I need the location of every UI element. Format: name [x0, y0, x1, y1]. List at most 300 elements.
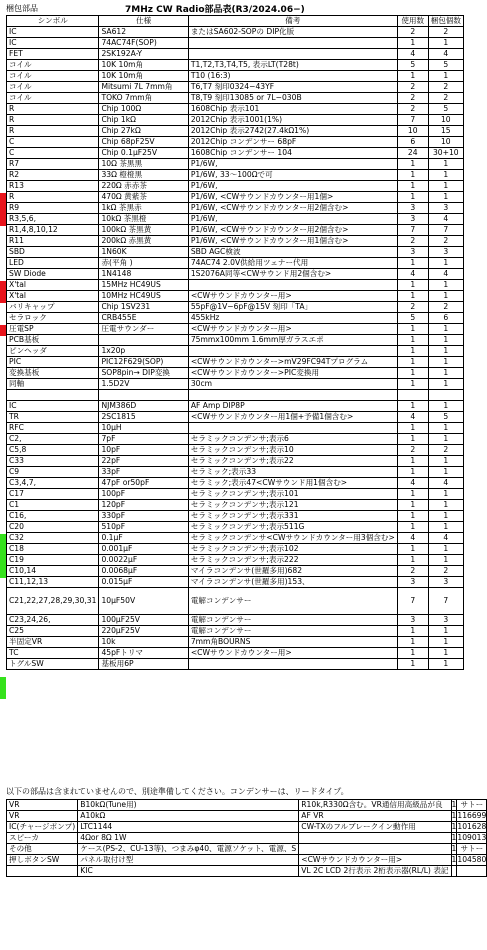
- cell-remarks: <CWサウンドカウンター用>: [188, 291, 397, 302]
- cell-qty-used: 1: [397, 324, 428, 335]
- cell-symbol: 同軸: [7, 379, 99, 390]
- cell-qty-used: 1: [397, 71, 428, 82]
- cell-qty-packed: 101628: [457, 822, 487, 832]
- cell-remarks: <CWサウンドカウンター用>: [299, 855, 451, 866]
- cell-remarks: P1/6W, 33〜100Ωで可: [188, 170, 397, 181]
- table-row: [7, 236, 464, 247]
- cell-symbol: C23,24,26,: [7, 615, 99, 626]
- cell-symbol: VR: [7, 800, 78, 811]
- cell-qty-packed: 5: [428, 104, 463, 115]
- table-row: [7, 533, 464, 544]
- cell-remarks: P1/6W,: [188, 181, 397, 192]
- cell-spec: B10kΩ(Tune用): [78, 800, 299, 811]
- cell-symbol: C17: [7, 489, 99, 500]
- package-parts-label: 梱包部品: [6, 4, 38, 13]
- cell-qty-used: 1: [397, 423, 428, 434]
- table-row: [7, 291, 464, 302]
- cell-qty-used: [397, 390, 428, 401]
- cell-qty-packed: 10: [428, 137, 463, 148]
- cell-remarks: 455kHz: [188, 313, 397, 324]
- cell-spec: 0.1μF: [99, 533, 188, 544]
- cell-spec: 33Ω 橙橙黒: [99, 170, 188, 181]
- table-row: [7, 800, 487, 811]
- cell-spec: 510pF: [99, 522, 188, 533]
- table-row: [7, 104, 464, 115]
- cell-spec: 10MHz HC49US: [99, 291, 188, 302]
- cell-spec: 45pFトリマ: [99, 648, 188, 659]
- cell-qty-packed: [428, 390, 463, 401]
- cell-remarks: 1608Chip コンデンサー 104: [188, 148, 397, 159]
- cell-symbol: SBD: [7, 247, 99, 258]
- cell-symbol: コイル: [7, 93, 99, 104]
- cell-remarks: AF Amp DIP8P: [188, 401, 397, 412]
- cell-qty-used: 10: [397, 126, 428, 137]
- cell-qty-used: 2: [397, 104, 428, 115]
- green-row-marker: [0, 534, 6, 578]
- cell-remarks: P1/6W,: [188, 159, 397, 170]
- cell-symbol: C11,12,13: [7, 577, 99, 588]
- cell-symbol: 変換基板: [7, 368, 99, 379]
- cell-qty-used: 1: [397, 489, 428, 500]
- cell-spec: 7pF: [99, 434, 188, 445]
- cell-qty-used: 4: [397, 412, 428, 423]
- cell-qty-used: 5: [397, 313, 428, 324]
- cell-remarks: 2012Chip 表示1001(1%): [188, 115, 397, 126]
- cell-qty-used: 1: [397, 181, 428, 192]
- cell-qty-packed: 1: [428, 467, 463, 478]
- cell-symbol: [7, 390, 99, 401]
- cell-remarks: <CWサウンドカウンター用>: [188, 324, 397, 335]
- cell-spec: 基板用6P: [99, 659, 188, 670]
- cell-qty-packed: 2: [428, 566, 463, 577]
- column-header-spec: 仕様: [99, 16, 188, 27]
- table-row: [7, 445, 464, 456]
- cell-qty-packed: 1: [428, 324, 463, 335]
- table-row: [7, 302, 464, 313]
- cell-qty-packed: 5: [428, 60, 463, 71]
- cell-qty-packed: 7: [428, 588, 463, 615]
- cell-symbol: C9: [7, 467, 99, 478]
- table-row: [7, 368, 464, 379]
- cell-spec: SOP8pin→ DIP変換: [99, 368, 188, 379]
- cell-remarks: 75mmx100mm 1.6mm厚ガラスエポ: [188, 335, 397, 346]
- cell-spec: Mitsumi 7L 7mm角: [99, 82, 188, 93]
- cell-qty-packed: 1: [428, 637, 463, 648]
- cell-qty-used: 1: [451, 811, 457, 821]
- cell-symbol: バリキャップ: [7, 302, 99, 313]
- cell-qty-packed: 1: [428, 500, 463, 511]
- column-header-qty-packed: 梱包個数: [428, 16, 463, 27]
- cell-qty-used: 1: [397, 544, 428, 555]
- cell-remarks: 55pF@1V−6pF@15V 刻印「TA」: [188, 302, 397, 313]
- cell-remarks: セラミックコンデンサ;表示102: [188, 544, 397, 555]
- cell-symbol: X'tal: [7, 280, 99, 291]
- cell-symbol: R9: [7, 203, 99, 214]
- cell-spec: パネル取付け型: [78, 855, 299, 866]
- cell-qty-packed: 3: [428, 247, 463, 258]
- cell-spec: 47pF or50pF: [99, 478, 188, 489]
- table-row: [7, 489, 464, 500]
- cell-symbol: IC: [7, 27, 99, 38]
- cell-qty-packed: 1: [428, 181, 463, 192]
- cell-remarks: 電解コンデンサー: [188, 615, 397, 626]
- table-row: [7, 390, 464, 401]
- cell-qty-used: 1: [397, 368, 428, 379]
- cell-spec: 10kΩ 茶黒橙: [99, 214, 188, 225]
- table-row: [7, 60, 464, 71]
- table-row: [7, 434, 464, 445]
- cell-spec: 1.5D2V: [99, 379, 188, 390]
- cell-spec: 2SK192A-Y: [99, 49, 188, 60]
- cell-symbol: C20: [7, 522, 99, 533]
- table-row: [7, 379, 464, 390]
- cell-qty-packed: 4: [428, 269, 463, 280]
- table-row: [7, 423, 464, 434]
- cell-symbol: FET: [7, 49, 99, 60]
- cell-symbol: R3,5,6,: [7, 214, 99, 225]
- column-header-remarks: 備考: [188, 16, 397, 27]
- cell-qty-used: 1: [397, 522, 428, 533]
- cell-symbol: C3,4,7,: [7, 478, 99, 489]
- table-row: [7, 626, 464, 637]
- column-header-symbol: シンボル: [7, 16, 99, 27]
- cell-symbol: コイル: [7, 60, 99, 71]
- cell-qty-used: 6: [397, 137, 428, 148]
- table-row: [7, 49, 464, 60]
- cell-qty-used: 1: [397, 346, 428, 357]
- cell-remarks: [188, 280, 397, 291]
- cell-qty-packed: 1: [428, 280, 463, 291]
- cell-spec: 10K 10m角: [99, 60, 188, 71]
- cell-symbol: スピーカ: [7, 833, 78, 844]
- cell-qty-packed: 10: [428, 115, 463, 126]
- cell-qty-packed: 1: [428, 555, 463, 566]
- cell-spec: Chip 100Ω: [99, 104, 188, 115]
- table-row: [7, 478, 464, 489]
- cell-remarks: マイラコンデンサ(世羅多用)682: [188, 566, 397, 577]
- cell-symbol: R: [7, 126, 99, 137]
- cell-qty-packed: 2: [428, 302, 463, 313]
- cell-remarks: <CWサウンドカウンター>mV29FC94Tプログラム: [188, 357, 397, 368]
- red-row-marker: [0, 193, 6, 226]
- cell-spec: 1x20p: [99, 346, 188, 357]
- cell-qty-packed: 1: [428, 434, 463, 445]
- cell-symbol: R7: [7, 159, 99, 170]
- cell-spec: 74AC74F(SOP): [99, 38, 188, 49]
- table-row: [7, 522, 464, 533]
- cell-qty-used: 1: [397, 434, 428, 445]
- cell-qty-used: 2: [397, 82, 428, 93]
- cell-remarks: [188, 423, 397, 434]
- cell-spec: 赤(平角 ): [99, 258, 188, 269]
- cell-spec: Chip 0.1μF25V: [99, 148, 188, 159]
- cell-remarks: T1,T2,T3,T4,T5, 表示LT(T28t): [188, 60, 397, 71]
- cell-qty-used: 1: [397, 456, 428, 467]
- cell-remarks: SBD AGC検波: [188, 247, 397, 258]
- cell-qty-used: 7: [397, 115, 428, 126]
- cell-symbol: C25: [7, 626, 99, 637]
- cell-qty-packed: 2: [428, 236, 463, 247]
- table-row: [7, 412, 464, 423]
- cell-remarks: セラミックコンデンサ;表示121: [188, 500, 397, 511]
- cell-qty-packed: 3: [428, 615, 463, 626]
- cell-remarks: 7mm角BOURNS: [188, 637, 397, 648]
- cell-qty-used: 1: [397, 335, 428, 346]
- cell-remarks: セラミック;表示33: [188, 467, 397, 478]
- cell-symbol: VR: [7, 811, 78, 822]
- table-row: [7, 346, 464, 357]
- cell-spec: 4Ωor 8Ω 1W: [78, 833, 299, 844]
- cell-qty-packed: 1: [428, 626, 463, 637]
- cell-qty-packed: 1: [428, 71, 463, 82]
- cell-qty-used: 2: [397, 445, 428, 456]
- cell-remarks: P1/6W,: [188, 214, 397, 225]
- cell-qty-used: 1: [397, 159, 428, 170]
- parts-table: [6, 15, 464, 670]
- cell-spec: [99, 390, 188, 401]
- cell-remarks: 1608Chip 表示101: [188, 104, 397, 115]
- table-row: [7, 313, 464, 324]
- cell-spec: SA612: [99, 27, 188, 38]
- cell-qty-used: 2: [397, 566, 428, 577]
- cell-remarks: 1S2076A同等<CWサウンド用2個含む>: [188, 269, 397, 280]
- cell-qty-used: 1: [397, 192, 428, 203]
- cell-remarks: T10 (16:3): [188, 71, 397, 82]
- table-row: [7, 659, 464, 670]
- extra-parts-table: [6, 799, 487, 877]
- cell-qty-packed: 1: [428, 192, 463, 203]
- cell-remarks: セラミックコンデンサ<CWサウンドカウンター用3個含む>: [188, 533, 397, 544]
- cell-spec: 10K 10m角: [99, 71, 188, 82]
- table-row: [7, 844, 487, 855]
- table-row: [7, 126, 464, 137]
- cell-spec: 10μH: [99, 423, 188, 434]
- table-row: [7, 467, 464, 478]
- cell-qty-packed: 1: [428, 489, 463, 500]
- cell-symbol: C18: [7, 544, 99, 555]
- cell-spec: 330pF: [99, 511, 188, 522]
- cell-qty-packed: サトー: [457, 800, 487, 811]
- cell-qty-used: 1: [397, 555, 428, 566]
- table-row: [7, 588, 464, 615]
- cell-qty-used: 1: [451, 833, 457, 843]
- cell-spec: 0.0022μF: [99, 555, 188, 566]
- cell-qty-packed: 2: [428, 93, 463, 104]
- cell-symbol: R13: [7, 181, 99, 192]
- cell-remarks: [299, 833, 451, 844]
- cell-symbol: C19: [7, 555, 99, 566]
- cell-qty-packed: 1: [428, 456, 463, 467]
- cell-remarks: セラミックコンデンサ;表示10: [188, 445, 397, 456]
- cell-qty-used: 1: [397, 467, 428, 478]
- cell-remarks: P1/6W, <CWサウンドカウンター用2個含む>: [188, 203, 397, 214]
- table-row: [7, 203, 464, 214]
- cell-spec: PIC12F629(SOP): [99, 357, 188, 368]
- cell-symbol: C16,: [7, 511, 99, 522]
- cell-qty-packed: 1: [428, 291, 463, 302]
- cell-symbol: IC: [7, 38, 99, 49]
- cell-spec: 200kΩ 赤黒黄: [99, 236, 188, 247]
- cell-symbol: PIC: [7, 357, 99, 368]
- cell-qty-used: 2: [397, 27, 428, 38]
- cell-qty-used: 3: [397, 615, 428, 626]
- cell-remarks: VL 2C LCD 2行表示 2桁表示器(RL/L) 表記: [299, 866, 451, 877]
- table-row: [7, 247, 464, 258]
- cell-remarks: <CWサウンドカウンター用1個+予備1個含む>: [188, 412, 397, 423]
- table-row: [7, 192, 464, 203]
- cell-spec: Chip 27kΩ: [99, 126, 188, 137]
- table-row: [7, 181, 464, 192]
- cell-qty-used: 1: [397, 258, 428, 269]
- cell-spec: 0.015μF: [99, 577, 188, 588]
- red-row-marker: [0, 325, 6, 336]
- cell-spec: 10pF: [99, 445, 188, 456]
- cell-qty-packed: 1: [428, 423, 463, 434]
- cell-remarks: マイラコンデンサ(世羅多用)153、: [188, 577, 397, 588]
- cell-spec: 15MHz HC49US: [99, 280, 188, 291]
- sheet-header: [0, 2, 464, 14]
- cell-qty-used: 1: [397, 626, 428, 637]
- cell-remarks: [188, 659, 397, 670]
- cell-spec: 1N4148: [99, 269, 188, 280]
- table-row: [7, 27, 464, 38]
- cell-remarks: 30cm: [188, 379, 397, 390]
- cell-qty-used: 4: [397, 533, 428, 544]
- cell-qty-packed: 15: [428, 126, 463, 137]
- cell-remarks: 電解コンデンサー: [188, 626, 397, 637]
- cell-qty-packed: 1: [428, 659, 463, 670]
- cell-qty-packed: 109013: [457, 833, 487, 843]
- table-row: [7, 577, 464, 588]
- cell-spec: KIC: [78, 866, 299, 877]
- cell-spec: ケース(PS-2、CU-13等)、つまみφ40、電源ソケット、電源、S: [78, 844, 299, 855]
- cell-qty-packed: 1: [428, 346, 463, 357]
- table-row: [7, 93, 464, 104]
- cell-qty-used: 1: [397, 357, 428, 368]
- cell-spec: 圧電サウンダー: [99, 324, 188, 335]
- cell-qty-packed: 4: [428, 533, 463, 544]
- column-header-row: [7, 16, 464, 27]
- cell-symbol: R2: [7, 170, 99, 181]
- cell-spec: Chip 1SV231: [99, 302, 188, 313]
- cell-qty-packed: 2: [428, 445, 463, 456]
- cell-symbol: その他: [7, 844, 78, 855]
- cell-qty-used: 3: [397, 214, 428, 225]
- cell-symbol: C32: [7, 533, 99, 544]
- cell-symbol: セラロック: [7, 313, 99, 324]
- table-row: [7, 648, 464, 659]
- cell-symbol: R1,4,8,10,12: [7, 225, 99, 236]
- table-row: [7, 555, 464, 566]
- table-row: [7, 401, 464, 412]
- cell-spec: LTC1144: [78, 822, 299, 833]
- table-row: [7, 258, 464, 269]
- table-row: [7, 822, 487, 833]
- table-row: [7, 137, 464, 148]
- cell-symbol: コイル: [7, 71, 99, 82]
- cell-qty-packed: 1: [428, 511, 463, 522]
- cell-remarks: P1/6W, <CWサウンドカウンター用2個含む>: [188, 225, 397, 236]
- cell-spec: 2SC1815: [99, 412, 188, 423]
- cell-qty-used: 1: [397, 170, 428, 181]
- cell-qty-packed: 7: [428, 225, 463, 236]
- sheet-title: 7MHz CW Radio部品表(R3/2024.06−): [125, 5, 305, 15]
- cell-remarks: 74AC74 2.0V供給用ツェナー代用: [188, 258, 397, 269]
- cell-symbol: C21,22,27,28,29,30,31: [7, 588, 99, 615]
- cell-qty-packed: 1: [428, 379, 463, 390]
- cell-qty-used: 1: [451, 822, 457, 832]
- cell-qty-used: 1: [397, 500, 428, 511]
- cell-remarks: <CWサウンドカウンター用>: [188, 648, 397, 659]
- table-row: [7, 637, 464, 648]
- table-row: [7, 225, 464, 236]
- cell-qty-used: 1: [397, 280, 428, 291]
- cell-spec: NJM386D: [99, 401, 188, 412]
- cell-symbol: コイル: [7, 82, 99, 93]
- cell-qty-used: 4: [397, 478, 428, 489]
- green-row-marker: [0, 677, 6, 699]
- red-row-marker: [0, 281, 6, 303]
- cell-qty-packed: 2: [428, 27, 463, 38]
- table-row: [7, 615, 464, 626]
- cell-remarks: 電解コンデンサー: [188, 588, 397, 615]
- table-row: [7, 833, 487, 844]
- cell-spec: 33pF: [99, 467, 188, 478]
- cell-spec: 0.0068μF: [99, 566, 188, 577]
- cell-spec: Chip 1kΩ: [99, 115, 188, 126]
- cell-qty-packed: 4: [428, 49, 463, 60]
- cell-spec: 10k: [99, 637, 188, 648]
- table-row: [7, 324, 464, 335]
- cell-spec: 220μF25V: [99, 626, 188, 637]
- cell-symbol: TR: [7, 412, 99, 423]
- cell-remarks: セラミックコンデンサ;表示331: [188, 511, 397, 522]
- cell-symbol: C: [7, 148, 99, 159]
- cell-qty-packed: 4: [428, 214, 463, 225]
- cell-symbol: 圧電SP: [7, 324, 99, 335]
- cell-remarks: セラミックコンデンサ;表示511G: [188, 522, 397, 533]
- table-row: [7, 335, 464, 346]
- cell-qty-packed: 1: [428, 357, 463, 368]
- cell-spec: 120pF: [99, 500, 188, 511]
- column-header-qty-used: 使用数: [397, 16, 428, 27]
- cell-qty-used: 7: [397, 588, 428, 615]
- table-row: [7, 269, 464, 280]
- cell-remarks: [188, 390, 397, 401]
- cell-remarks: P1/6W, <CWサウンドカウンター用1個含む>: [188, 236, 397, 247]
- cell-symbol: C5,8: [7, 445, 99, 456]
- table-row: [7, 357, 464, 368]
- cell-qty-used: 1: [397, 511, 428, 522]
- table-row: [7, 115, 464, 126]
- cell-spec: A10kΩ: [78, 811, 299, 822]
- cell-remarks: [188, 346, 397, 357]
- cell-qty-used: 1: [451, 855, 457, 865]
- cell-qty-packed: 5: [428, 412, 463, 423]
- table-row: [7, 855, 487, 866]
- cell-symbol: R: [7, 192, 99, 203]
- cell-spec: 22pF: [99, 456, 188, 467]
- cell-symbol: トグルSW: [7, 659, 99, 670]
- table-row: [7, 214, 464, 225]
- cell-remarks: [188, 49, 397, 60]
- cell-remarks: P1/6W, <CWサウンドカウンター用1個>: [188, 192, 397, 203]
- cell-qty-used: 1: [397, 291, 428, 302]
- cell-remarks: 2012Chip 表示2742(27.4kΩ1%): [188, 126, 397, 137]
- cell-qty-used: 1: [451, 844, 457, 854]
- table-row: [7, 811, 487, 822]
- cell-spec: Chip 68pF25V: [99, 137, 188, 148]
